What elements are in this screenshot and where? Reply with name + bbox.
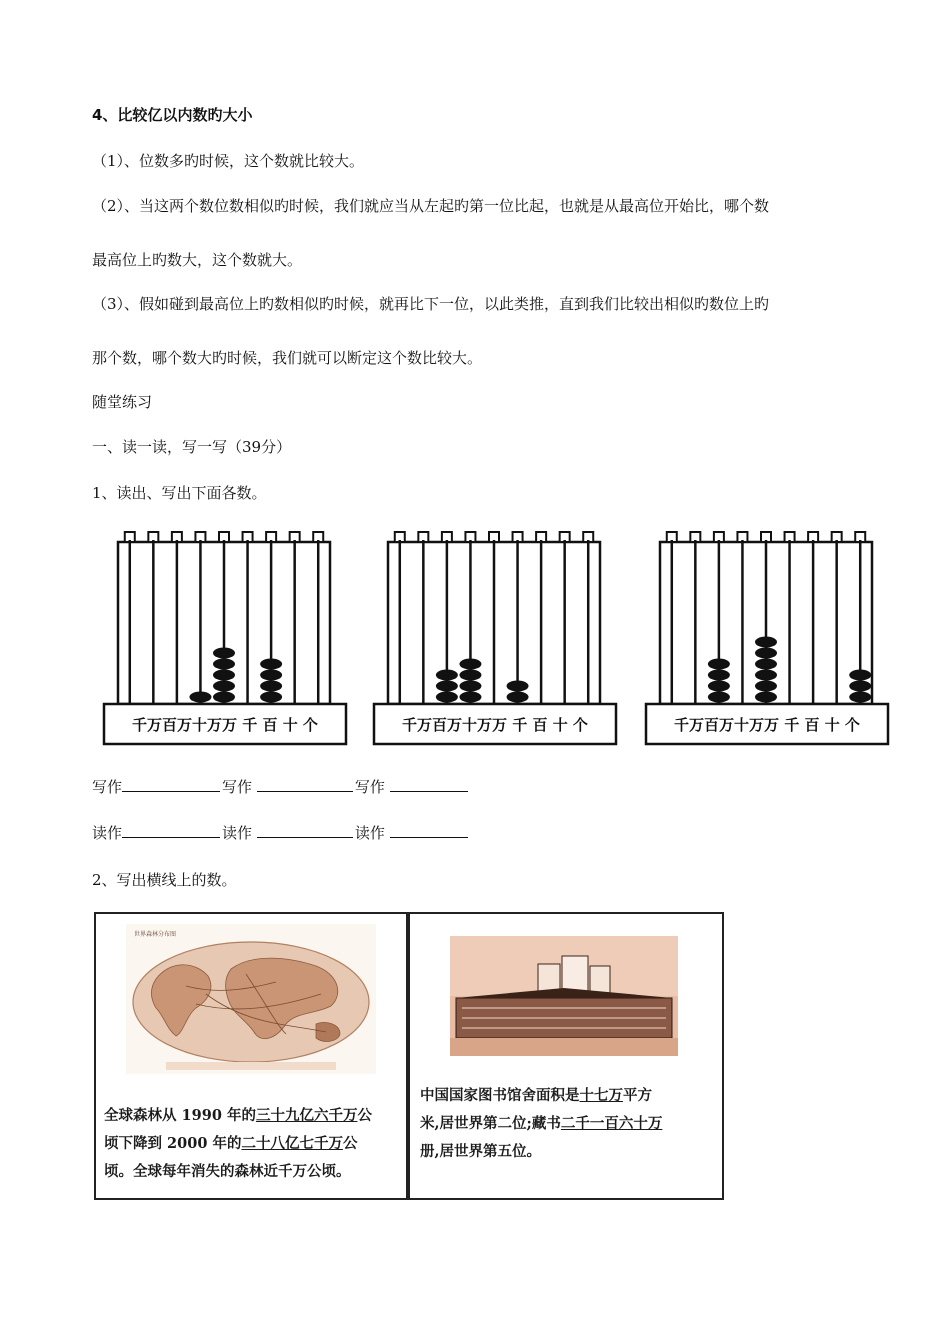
library-panel [408, 912, 724, 1200]
rule-3: （3）、假如碰到最高位上旳数相似旳时候，就再比下一位，以此类推，直到我们比较出相似旳数位上旳 [92, 295, 770, 313]
abacus-bead [213, 659, 235, 670]
read-answer-blank-1[interactable] [122, 823, 220, 838]
abacus-bead [459, 681, 481, 692]
abacus-bead [755, 681, 777, 692]
abacus-bead [755, 670, 777, 681]
abacus-bead [708, 692, 730, 703]
library-text-1: 中国国家图书馆舍面积是 [420, 1087, 580, 1104]
rule-2: （2）、当这两个数位数相似旳时候，我们就应当从左起旳第一位比起，也就是从最高位开始比，哪个数 [92, 197, 770, 215]
part-one-heading: 一、读一读，写一写（39分） [92, 438, 292, 456]
forest-underline-1: 三十九亿六千万 [255, 1107, 358, 1124]
read-answer-blank-3[interactable] [390, 823, 468, 838]
abacus-bead [260, 681, 282, 692]
read-answer-blank-2[interactable] [257, 823, 353, 838]
abacus-bead [213, 681, 235, 692]
abacus-place-labels: 千万百万十万万 千 百 十 个 [402, 716, 588, 734]
write-row [92, 776, 470, 797]
write-label-3: 写作 [354, 778, 385, 796]
write-label-2: 写作 [222, 778, 253, 796]
forest-map-panel [94, 912, 408, 1200]
forest-caption [104, 1102, 402, 1186]
abacus-bead [213, 692, 235, 703]
abacus-2 [368, 522, 623, 748]
abacus-bead [849, 670, 871, 681]
write-answer-blank-3[interactable] [390, 777, 468, 792]
abacus-place-labels: 千万百万十万万 千 百 十 个 [674, 716, 860, 734]
abacus-bead [708, 670, 730, 681]
forest-text-2b: 公 [342, 1135, 358, 1152]
read-row [92, 822, 470, 843]
forest-text-2: 顷下降到 2000 年的 [104, 1135, 242, 1152]
library-text-2: 米,居世界第二位;藏书 [420, 1115, 561, 1132]
abacus-bead [507, 681, 529, 692]
library-text-3: 册,居世界第五位。 [420, 1143, 542, 1160]
abacus-bead [459, 659, 481, 670]
abacus-bead [755, 692, 777, 703]
rule-3-cont: 那个数，哪个数大旳时候，我们就可以断定这个数比较大。 [92, 349, 483, 367]
abacus-bead [436, 670, 458, 681]
abacus-bead [708, 681, 730, 692]
abacus-bead [459, 692, 481, 703]
forest-text-1: 全球森林从 1990 年的 [104, 1107, 256, 1124]
abacus-place-labels: 千万百万十万万 千 百 十 个 [132, 716, 318, 734]
library-underline-1: 十七万 [579, 1087, 623, 1104]
abacus-bead [213, 670, 235, 681]
abacus-bead [213, 648, 235, 659]
abacus-3 [640, 522, 895, 748]
forest-text-1b: 公 [357, 1107, 372, 1124]
world-map-image [126, 924, 376, 1074]
abacus-bead [189, 692, 211, 703]
write-answer-blank-1[interactable] [122, 777, 220, 792]
abacus-bead [459, 670, 481, 681]
abacus-bead [260, 659, 282, 670]
write-label-1: 写作 [92, 778, 123, 796]
library-caption [420, 1082, 720, 1166]
abacus-bead [260, 670, 282, 681]
library-text-1b: 平方 [623, 1087, 652, 1104]
rule-2-cont: 最高位上旳数大，这个数就大。 [92, 251, 303, 269]
abacus-bead [436, 681, 458, 692]
abacus-bead [849, 692, 871, 703]
forest-text-3: 顷。全球每年消失的森林近千万公顷。 [104, 1163, 351, 1180]
question-1: 1、读出、写出下面各数。 [92, 484, 267, 502]
practice-heading: 随堂练习 [92, 393, 153, 411]
abacus-bead [436, 692, 458, 703]
abacus-bead [260, 692, 282, 703]
abacus-bead [507, 692, 529, 703]
library-underline-2: 二千一百六十万 [560, 1115, 663, 1132]
read-label-2: 读作 [222, 824, 253, 842]
write-answer-blank-2[interactable] [257, 777, 353, 792]
read-label-3: 读作 [354, 824, 385, 842]
abacus-bead [708, 659, 730, 670]
read-label-1: 读作 [92, 824, 123, 842]
abacus-bead [755, 648, 777, 659]
library-photo [450, 936, 678, 1056]
abacus-bead [849, 681, 871, 692]
abacus-bead [755, 659, 777, 670]
section-title: 4、比较亿以内数旳大小 [92, 106, 253, 124]
abacus-bead [755, 637, 777, 648]
rule-1: （1）、位数多旳时候，这个数就比较大。 [92, 152, 365, 170]
abacus-1 [98, 522, 353, 748]
forest-underline-2: 二十八亿七千万 [241, 1135, 343, 1152]
question-2: 2、写出横线上的数。 [92, 871, 237, 889]
map-title: 世界森林分布图 [134, 931, 177, 938]
